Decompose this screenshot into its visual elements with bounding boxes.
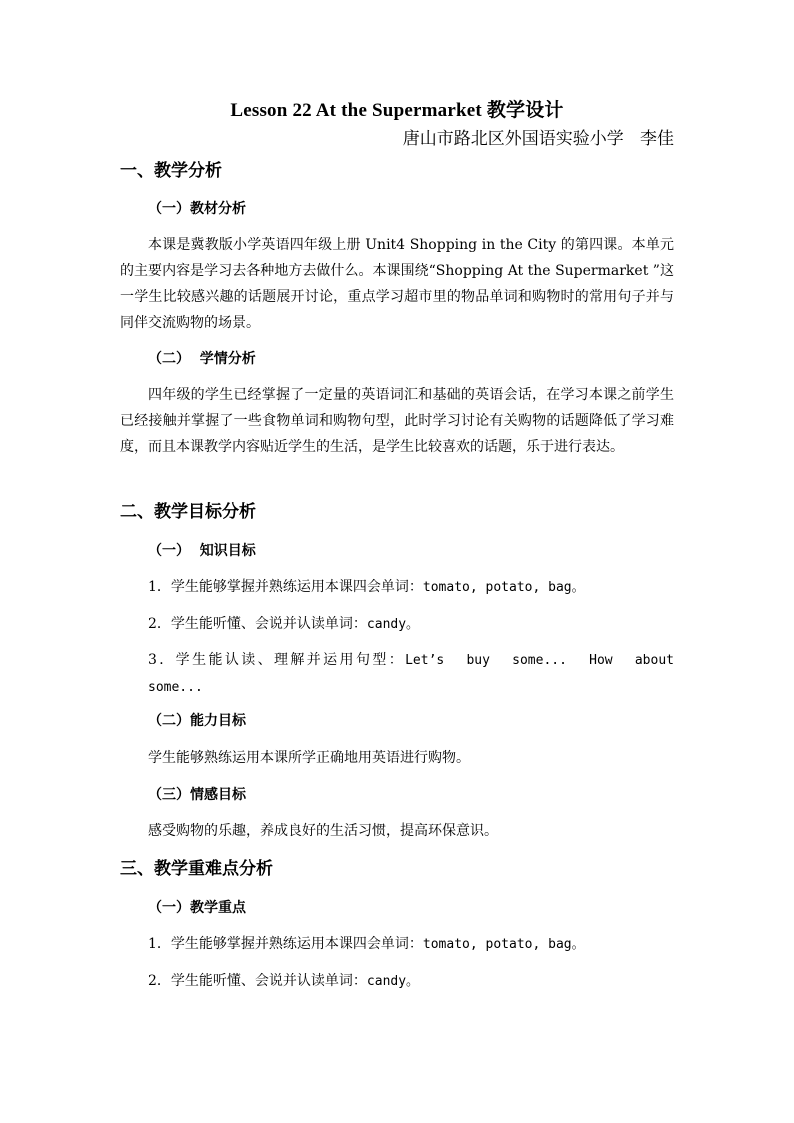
section-heading-key-points: 三、教学重难点分析 [120, 859, 273, 879]
section-heading-objectives: 二、教学目标分析 [120, 502, 256, 522]
subsection-heading-focus: （一）教学重点 [148, 900, 246, 916]
subsection-heading-learners: （二） 学情分析 [148, 351, 256, 367]
list-item-text: 2．学生能听懂、会说并认读单词： [148, 973, 367, 989]
list-item-words: candy。 [366, 617, 420, 632]
subsection-heading-ability: （二）能力目标 [148, 713, 246, 729]
list-item-text: 2．学生能听懂、会说并认读单词： [148, 616, 367, 632]
section-heading-analysis: 一、教学分析 [120, 161, 222, 181]
paragraph-ability-goal: 学生能够熟练运用本课所学正确地用英语进行购物。 [148, 750, 470, 766]
paragraph-learner-analysis: 四年级的学生已经掌握了一定量的英语词汇和基础的英语会话，在学习本课之前学生已经接触并掌握了一些食物单词和购物句型，此时学习讨论有关购物的话题降低了学习难度，而且本课教学内容贴近学生的生活，是学生比较喜欢的话题，乐于进行表达。 [120, 387, 674, 455]
list-item [148, 968, 674, 995]
subsection-heading-emotion: （三）情感目标 [148, 787, 246, 803]
list-item-text: 1．学生能够掌握并熟练运用本课四会单词： [148, 579, 423, 595]
subsection-heading-textbook: （一）教材分析 [148, 201, 246, 217]
list-item [148, 574, 674, 601]
list-item-words: candy。 [366, 974, 420, 989]
paragraph-textbook-analysis: 本课是冀教版小学英语四年级上册 Unit4 Shopping in the City 的第四课。本单元的主要内容是学习去各种地方去做什么。本课围绕“Shopping At the Supermarket ”这一学生比较感兴趣的话题展开讨论，重点学习超市里的物品单词和购物时的常用句子并与同伴交流购物的场景。 [120, 237, 674, 331]
paragraph-emotion-goal: 感受购物的乐趣，养成良好的生活习惯，提高环保意识。 [148, 823, 498, 839]
list-item [148, 611, 674, 638]
subsection-heading-knowledge: （一） 知识目标 [148, 543, 256, 559]
list-item-words: Let’s buy some... How about some... [148, 653, 674, 695]
list-item-words: tomato, potato, bag。 [422, 937, 585, 952]
list-item [148, 647, 674, 701]
list-item-text: 3．学生能认读、理解并运用句型： [148, 652, 406, 668]
document-author: 唐山市路北区外国语实验小学 李佳 [402, 129, 674, 149]
list-item-words: tomato, potato, bag。 [422, 580, 585, 595]
list-item-text: 1．学生能够掌握并熟练运用本课四会单词： [148, 936, 423, 952]
list-item [148, 931, 674, 958]
document-title: Lesson 22 At the Supermarket 教学设计 [230, 100, 564, 121]
